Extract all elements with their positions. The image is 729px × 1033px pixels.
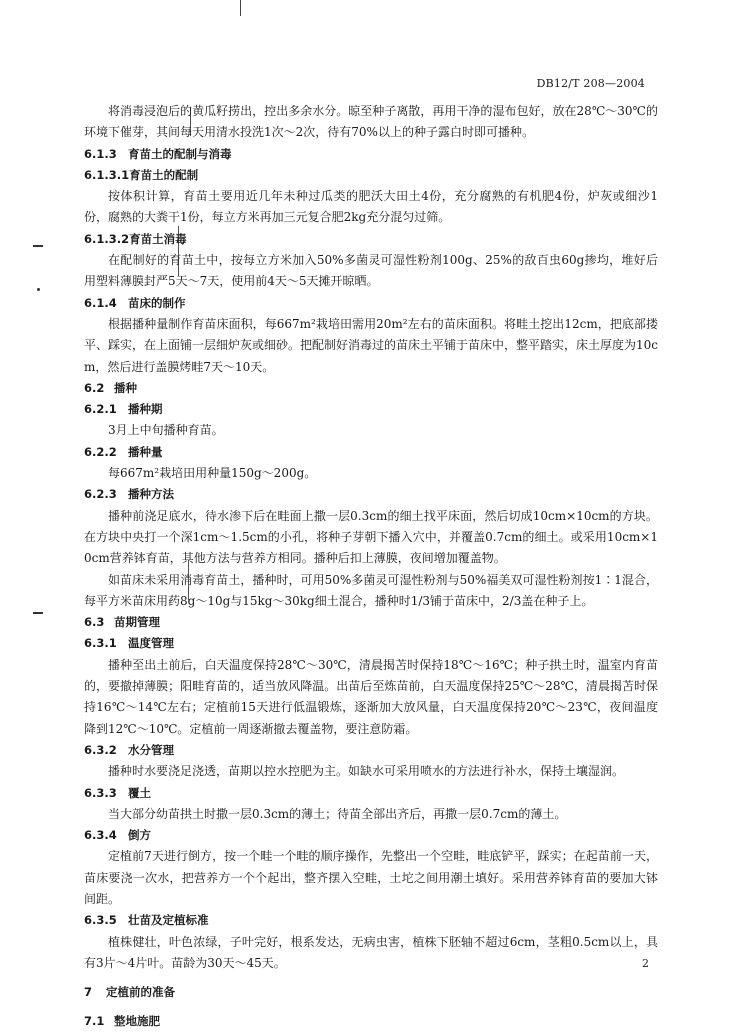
section-number: 6.2.1 [84,402,117,417]
section-title: 水分管理 [128,742,174,757]
section-heading [84,633,658,654]
section-number: 6.2.3 [84,487,117,502]
section-heading [84,783,658,804]
section-number: 6.1.4 [84,295,117,310]
paragraph: 当大部分幼苗拱土时撒一层0.3cm的薄土；待苗全部出齐后，再撒一层0.7cm的薄土。 [108,806,567,821]
section-heading [84,740,658,761]
paragraph: 植株健壮，叶色浓绿，子叶完好，根系发达，无病虫害，植株下胚轴不超过6cm，茎粗0.5cm以上，具有3片～4片叶。苗龄为30天～45天。 [84,934,658,970]
paragraph: 播种至出土前后，白天温度保持28℃～30℃，清晨揭苫时保持18℃～16℃；种子拱土时，温室内育苗的，要撤掉薄膜；阳畦育苗的，适当放风降温。出苗后至炼苗前，白天温度保持25℃～28℃，清晨揭苫时保持16℃～14℃左右；定植前15天进行低温锻炼，逐渐加大放风量，白天温度保持20℃～23℃，夜间温度降到12℃～10℃。定植前一周逐渐撤去覆盖物，要注意防霜。 [84,657,658,736]
paragraph: 将消毒浸泡后的黄瓜籽捞出，控出多余水分。晾至种子离散，再用干净的湿布包好，放在28℃～30℃的环境下催芽，其间每天用清水投洗1次～2次，待有70%以上的种子露白时即可播种。 [84,104,658,140]
section-title: 播种 [114,380,137,395]
section-heading [84,229,658,250]
section-heading [84,399,658,420]
section-title: 播种期 [128,402,163,417]
paragraph: 3月上中旬播种育苗。 [108,423,224,438]
section-title: 苗床的制作 [128,295,186,310]
section-heading [84,825,658,846]
paragraph: 根据播种量制作育苗床面积，每667m²栽培田需用20m²左右的苗床面积。将畦土挖出12cm，把底部搂平、踩实，在上面铺一层细炉灰或细砂。把配制好消毒过的苗床土平铺于苗床中，整平踏实，床土厚度为10cm，然后进行盖膜烤畦7天～10天。 [84,316,658,374]
section-number: 6.3 [84,615,105,630]
section-title: 播种量 [128,444,163,459]
section-number: 6.1.3.1 [84,167,130,182]
document-body [84,101,658,1033]
paragraph: 播种时水要浇足浇透，苗期以控水控肥为主。如缺水可采用喷水的方法进行补水，保持土壤湿润。 [108,764,625,779]
section-number: 6.2.2 [84,444,117,459]
section-heading [84,165,658,186]
section-number: 7 [84,985,93,1000]
section-title: 定植前的准备 [106,985,175,1000]
section-title: 播种方法 [128,487,174,502]
section-number: 6.2 [84,380,105,395]
section-title: 育苗土消毒 [129,231,187,246]
section-heading [84,612,658,633]
section-gap [84,974,658,982]
standard-code: DB12/T 208—2004 [536,77,645,90]
section-gap [84,1003,658,1011]
paragraph: 播种前浇足底水，待水渗下后在畦面上撒一层0.3cm的细土找平床面，然后切成10cm×10cm的方块。在方块中央打一个深1cm～1.5cm的小孔，将种子芽朝下播入穴中，并覆盖0.7cm的细土。或采用10cm×10cm营养钵育苗，其他方法与营养方相同。播种后扣上薄膜，夜间增加覆盖物。 [84,508,658,566]
section-title: 覆土 [128,785,151,800]
paragraph: 每667m²栽培田用种量150g～200g。 [108,466,317,481]
section-heading [84,982,658,1003]
section-heading [84,293,658,314]
page-number: 2 [642,957,649,970]
margin-dot-mark [37,288,40,291]
section-number: 6.3.5 [84,913,117,928]
margin-dash-mark [33,245,43,247]
section-title: 育苗土的配制 [129,167,199,182]
section-title: 苗期管理 [114,615,160,630]
section-number: 6.3.4 [84,828,117,843]
paragraph: 在配制好的育苗土中，按每立方米加入50%多菌灵可湿性粉剂100g、25%的敌百虫60g掺均，堆好后用塑料薄膜封严5天～7天，使用前4天～5天摊开晾晒。 [84,253,658,289]
section-number: 6.1.3 [84,146,117,161]
margin-dash-mark [33,612,43,614]
section-number: 6.3.2 [84,742,117,757]
section-title: 温度管理 [128,636,174,651]
section-heading [84,144,658,165]
paragraph: 如苗床未采用消毒育苗土，播种时，可用50%多菌灵可湿性粉剂与50%福美双可湿性粉剂按1∶1混合，每平方米苗床用药8g～10g与15kg～30kg细土混合，播种时1/3铺于苗床中，2/3盖在种子上。 [84,572,658,608]
section-heading [84,378,658,399]
section-heading [84,484,658,505]
section-heading [84,442,658,463]
section-number: 6.3.3 [84,785,117,800]
section-heading [84,910,658,931]
section-heading [84,1011,658,1032]
section-title: 壮苗及定植标准 [128,913,209,928]
section-title: 整地施肥 [114,1014,160,1029]
binding-mark [240,0,241,16]
section-title: 育苗土的配制与消毒 [128,146,232,161]
section-number: 7.1 [84,1014,105,1029]
section-title: 倒方 [128,828,151,843]
paragraph: 定植前7天进行倒方，按一个畦一个畦的顺序操作，先整出一个空畦，畦底铲平，踩实；在起苗前一天，苗床要浇一次水，把营养方一个个起出，整齐摆入空畦，土坨之间用潮土填好。采用营养钵育苗的要加大钵间距。 [84,849,658,906]
section-number: 6.3.1 [84,636,117,651]
section-number: 6.1.3.2 [84,231,130,246]
paragraph: 按体积计算，育苗土要用近几年未种过瓜类的肥沃大田土4份，充分腐熟的有机肥4份，炉灰或细沙1份，腐熟的大粪干1份，每立方米再加三元复合肥2kg充分混匀过筛。 [84,189,658,225]
